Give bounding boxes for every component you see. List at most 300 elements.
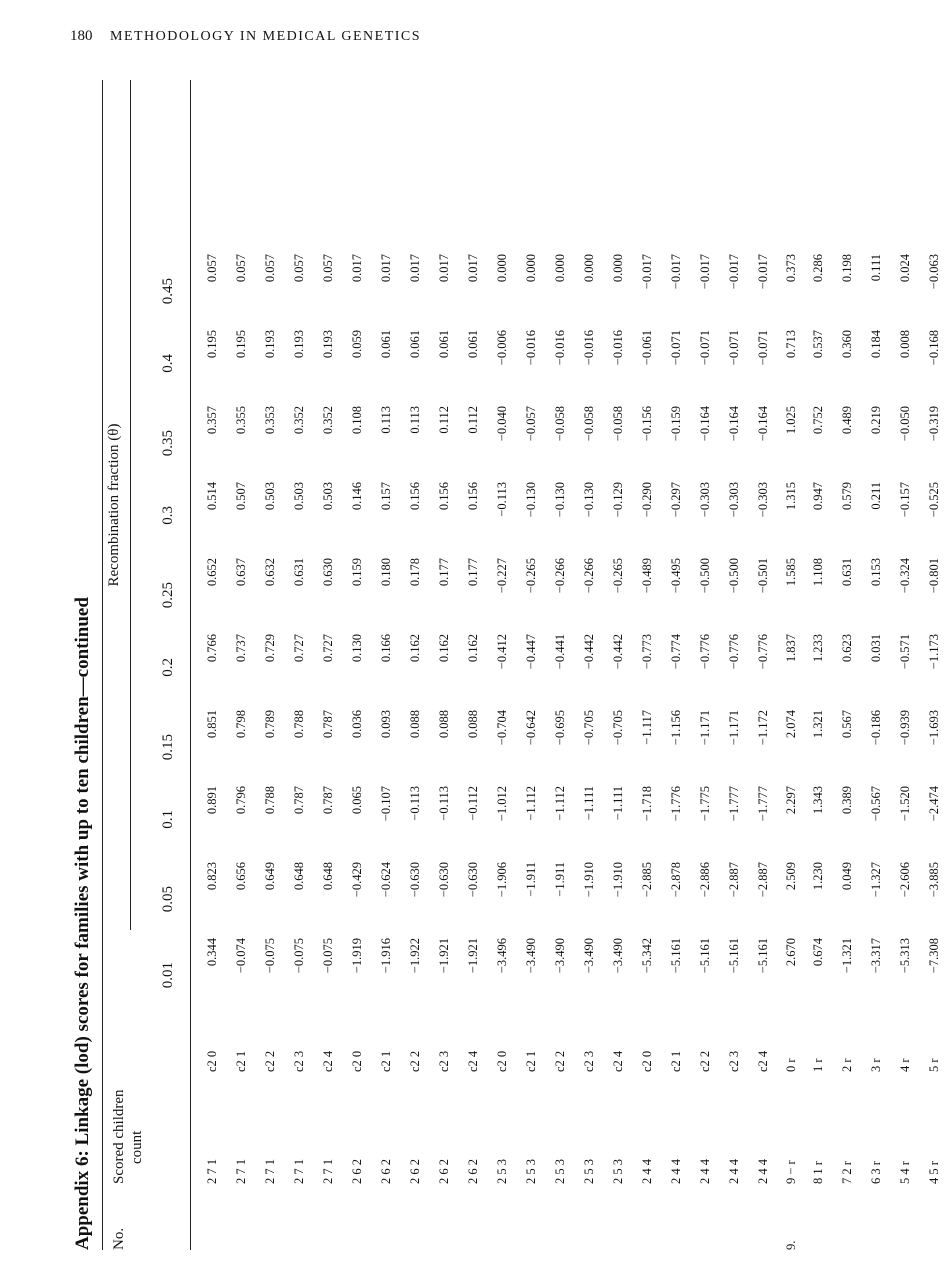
lod-value: 0.113 <box>379 406 393 434</box>
row-label: 1 r <box>811 1058 825 1072</box>
lod-value: 0.787 <box>292 786 306 815</box>
lod-value: −0.040 <box>495 406 509 442</box>
row-number <box>372 1192 401 1250</box>
lod-value: −5.161 <box>669 938 683 974</box>
lod-value: −0.016 <box>611 330 625 366</box>
theta-5: 0.25 <box>160 582 176 609</box>
lod-value: 0.177 <box>466 558 480 587</box>
col-scored-children <box>110 1089 146 1184</box>
lod-value: 0.788 <box>292 710 306 739</box>
lod-value: −0.266 <box>553 558 567 594</box>
lod-value: −1.012 <box>495 786 509 822</box>
lod-value: −0.063 <box>927 254 941 290</box>
lod-value: −0.159 <box>669 406 683 442</box>
scored-count: 2 7 1 <box>263 1159 277 1184</box>
lod-value: 0.036 <box>350 710 364 739</box>
lod-value: −0.130 <box>582 482 596 518</box>
lod-value: 0.648 <box>292 862 306 891</box>
lod-value: −0.704 <box>495 710 509 746</box>
lod-value: −0.071 <box>756 330 770 366</box>
lod-value: −0.447 <box>524 634 538 670</box>
lod-value: −0.129 <box>611 482 625 518</box>
theta-7: 0.35 <box>160 430 176 457</box>
lod-value: −3.490 <box>611 938 625 974</box>
row-label: c2 2 <box>263 1050 277 1072</box>
lod-value: −1.906 <box>495 862 509 898</box>
scored-count: 2 5 3 <box>611 1159 625 1184</box>
lod-value: 1.837 <box>783 634 798 663</box>
lod-value: −3.317 <box>869 938 883 974</box>
lod-value: −0.642 <box>524 710 538 746</box>
lod-value: −1.520 <box>898 786 912 822</box>
lod-value: −0.157 <box>898 482 912 518</box>
table-title: Appendix 6: Linkage (lod) scores for families with up to ten children—continued <box>72 597 93 1250</box>
row-number <box>256 1192 285 1250</box>
scored-count: 2 7 1 <box>321 1159 335 1184</box>
lod-value: −1.173 <box>927 634 941 670</box>
table-row <box>720 254 749 1250</box>
table-row <box>575 254 604 1250</box>
table-row <box>430 254 459 1250</box>
row-label: c2 4 <box>466 1050 480 1072</box>
table-row <box>749 254 778 1250</box>
scored-count: 2 7 1 <box>205 1159 219 1184</box>
row-number <box>343 1192 372 1250</box>
lod-value: −0.164 <box>756 406 770 442</box>
lod-value: 0.156 <box>466 482 480 511</box>
lod-value: −0.113 <box>437 786 451 821</box>
lod-value: −1.321 <box>840 938 854 974</box>
row-label: c2 2 <box>408 1050 422 1072</box>
lod-value: −0.071 <box>698 330 712 366</box>
page-header <box>70 28 740 58</box>
lod-value: −1.776 <box>669 786 683 822</box>
lod-value: −0.290 <box>640 482 654 518</box>
lod-value: −0.107 <box>379 786 393 822</box>
lod-value: −0.265 <box>611 558 625 594</box>
row-number <box>833 1192 862 1250</box>
lod-value: −0.075 <box>321 938 335 974</box>
row-label: c2 3 <box>582 1050 596 1072</box>
lod-value: 0.017 <box>350 254 364 283</box>
lod-value: 0.000 <box>582 254 596 283</box>
lod-value: −0.164 <box>727 406 741 442</box>
scored-count: 9 − r <box>783 1160 798 1184</box>
row-number <box>285 1192 314 1250</box>
top-rule <box>102 80 103 1250</box>
table-row <box>862 254 891 1250</box>
scored-count: 2 7 1 <box>292 1159 306 1184</box>
row-number <box>804 1192 833 1250</box>
lod-value: −0.016 <box>524 330 538 366</box>
lod-value: −0.630 <box>466 862 480 898</box>
lod-value: 0.088 <box>466 710 480 739</box>
table-row <box>314 254 343 1250</box>
scored-count: 2 5 3 <box>582 1159 596 1184</box>
lod-value: 0.093 <box>379 710 393 739</box>
lod-value: 0.632 <box>263 558 277 587</box>
lod-value: −3.490 <box>582 938 596 974</box>
table-row <box>920 254 949 1250</box>
lod-value: 0.017 <box>408 254 422 283</box>
lod-value: 0.193 <box>321 330 335 359</box>
row-label: c2 1 <box>524 1050 538 1072</box>
row-label: c2 0 <box>495 1050 509 1072</box>
table-row <box>778 254 804 1250</box>
lod-value: 0.177 <box>437 558 451 587</box>
lod-value: 0.024 <box>898 254 912 283</box>
scored-count: 8 1 r <box>811 1161 825 1184</box>
row-label: 2 r <box>840 1058 854 1072</box>
theta-1: 0.05 <box>160 886 176 913</box>
lod-value: −0.442 <box>582 634 596 670</box>
lod-value: −1.172 <box>756 710 770 746</box>
lod-value: 0.579 <box>840 482 854 511</box>
lod-value: −0.016 <box>582 330 596 366</box>
lod-value: −1.921 <box>466 938 480 974</box>
lod-value: 0.219 <box>869 406 883 435</box>
table-row <box>891 254 920 1250</box>
lod-value: 1.233 <box>811 634 825 663</box>
row-number <box>662 1192 691 1250</box>
lod-value: 0.727 <box>321 634 335 663</box>
lod-value: 2.297 <box>783 786 798 815</box>
lod-value: −5.161 <box>727 938 741 974</box>
lod-value: −0.624 <box>379 862 393 898</box>
lod-value: 0.789 <box>263 710 277 739</box>
lod-value: 0.112 <box>466 406 480 434</box>
lod-value: 0.796 <box>234 786 248 815</box>
lod-value: −1.911 <box>524 862 538 897</box>
lod-value: −0.297 <box>669 482 683 518</box>
row-number: 9. <box>783 1240 798 1250</box>
lod-value: −2.886 <box>698 862 712 898</box>
lod-value: 0.352 <box>292 406 306 435</box>
lod-value: −2.885 <box>640 862 654 898</box>
lod-value: −0.773 <box>640 634 654 670</box>
lod-value: −0.939 <box>898 710 912 746</box>
row-label: c2 4 <box>611 1050 625 1072</box>
lod-value: −5.313 <box>898 938 912 974</box>
lod-value: 0.193 <box>292 330 306 359</box>
lod-value: −0.058 <box>582 406 596 442</box>
lod-value: −1.111 <box>582 786 596 821</box>
lod-value: −1.911 <box>553 862 567 897</box>
scored-count: 2 4 4 <box>727 1159 741 1184</box>
table-row <box>459 254 488 1250</box>
lod-value: 0.344 <box>205 938 219 967</box>
table-row <box>691 254 720 1250</box>
lod-value: 1.343 <box>811 786 825 815</box>
lod-value: −1.693 <box>927 710 941 746</box>
row-label: c2 3 <box>292 1050 306 1072</box>
scored-count: 4 5 r <box>927 1161 941 1184</box>
lod-value: 0.153 <box>869 558 883 587</box>
lod-value: −0.057 <box>524 406 538 442</box>
row-number <box>517 1192 546 1250</box>
lod-value: −0.130 <box>553 482 567 518</box>
row-label: c2 0 <box>350 1050 364 1072</box>
row-label: c2 1 <box>669 1050 683 1072</box>
lod-value: 0.823 <box>205 862 219 891</box>
lod-value: 0.111 <box>869 254 883 282</box>
lod-value: −1.921 <box>437 938 451 974</box>
lod-value: 2.670 <box>783 938 798 967</box>
lod-value: −0.071 <box>669 330 683 366</box>
row-label: c2 0 <box>205 1050 219 1072</box>
row-number <box>862 1192 891 1250</box>
scored-count: 2 5 3 <box>524 1159 538 1184</box>
lod-value: −1.117 <box>640 710 654 745</box>
row-label: c2 3 <box>727 1050 741 1072</box>
lod-value: −0.324 <box>898 558 912 594</box>
lod-value: −3.885 <box>927 862 941 898</box>
lod-value: −0.630 <box>408 862 422 898</box>
lod-value: 0.788 <box>263 786 277 815</box>
table-body <box>198 254 949 1250</box>
row-number <box>546 1192 575 1250</box>
lod-value: −0.705 <box>582 710 596 746</box>
table-row <box>662 254 691 1250</box>
lod-value: 0.146 <box>350 482 364 511</box>
lod-value: 0.623 <box>840 634 854 663</box>
lod-value: −1.718 <box>640 786 654 822</box>
lod-value: −2.474 <box>927 786 941 822</box>
lod-score-table <box>198 254 949 1250</box>
lod-value: 0.057 <box>205 254 219 283</box>
lod-value: 0.065 <box>350 786 364 815</box>
lod-value: −0.319 <box>927 406 941 442</box>
lod-value: 0.017 <box>379 254 393 283</box>
lod-value: 0.360 <box>840 330 854 359</box>
lod-value: 0.211 <box>869 482 883 510</box>
lod-value: −0.571 <box>898 634 912 670</box>
scored-count: 2 6 2 <box>350 1159 364 1184</box>
lod-value: 0.630 <box>321 558 335 587</box>
table-row <box>372 254 401 1250</box>
lod-value: 0.537 <box>811 330 825 359</box>
lod-value: 0.656 <box>234 862 248 891</box>
lod-value: 0.787 <box>321 786 335 815</box>
lod-value: 0.503 <box>263 482 277 511</box>
row-number <box>891 1192 920 1250</box>
scored-count: 2 6 2 <box>408 1159 422 1184</box>
lod-value: −0.058 <box>611 406 625 442</box>
row-label: c2 4 <box>321 1050 335 1072</box>
table-row <box>256 254 285 1250</box>
lod-value: 0.352 <box>321 406 335 435</box>
lod-value: −1.777 <box>727 786 741 822</box>
lod-value: −0.071 <box>727 330 741 366</box>
lod-value: 0.162 <box>437 634 451 663</box>
lod-value: 0.000 <box>611 254 625 283</box>
lod-value: 0.156 <box>437 482 451 511</box>
recombination-header: Recombination fraction (θ) <box>106 423 122 587</box>
table-row <box>833 254 862 1250</box>
row-label: 0 r <box>783 1058 798 1072</box>
lod-value: −0.017 <box>756 254 770 290</box>
lod-value: −5.161 <box>698 938 712 974</box>
lod-value: 0.752 <box>811 406 825 435</box>
lod-value: 1.315 <box>783 482 798 511</box>
lod-value: 0.631 <box>292 558 306 587</box>
lod-value: 0.891 <box>205 786 219 815</box>
lod-value: 0.061 <box>408 330 422 359</box>
lod-value: 0.178 <box>408 558 422 587</box>
lod-value: 0.729 <box>263 634 277 663</box>
scored-count: 2 6 2 <box>437 1159 451 1184</box>
lod-value: −0.776 <box>727 634 741 670</box>
scored-count: 2 4 4 <box>669 1159 683 1184</box>
row-number <box>633 1192 662 1250</box>
lod-value: −0.630 <box>437 862 451 898</box>
lod-value: 1.321 <box>811 710 825 739</box>
page-number: 180 <box>70 28 93 44</box>
row-label: c2 4 <box>756 1050 770 1072</box>
lod-value: 0.166 <box>379 634 393 663</box>
lod-value: 0.353 <box>263 406 277 435</box>
lod-value: 0.180 <box>379 558 393 587</box>
lod-value: 0.727 <box>292 634 306 663</box>
scored-count: 6 3 r <box>869 1161 883 1184</box>
lod-value: 0.031 <box>869 634 883 663</box>
lod-value: −1.112 <box>524 786 538 821</box>
lod-value: −0.266 <box>582 558 596 594</box>
rotated-table <box>72 80 941 1250</box>
lod-value: −0.113 <box>495 482 509 517</box>
lod-value: −1.156 <box>669 710 683 746</box>
lod-value: 0.157 <box>379 482 393 511</box>
lod-value: −2.887 <box>756 862 770 898</box>
lod-value: 0.567 <box>840 710 854 739</box>
lod-value: 0.737 <box>234 634 248 663</box>
lod-value: −0.006 <box>495 330 509 366</box>
lod-value: 0.156 <box>408 482 422 511</box>
row-number <box>691 1192 720 1250</box>
row-label: c2 2 <box>553 1050 567 1072</box>
lod-value: 0.057 <box>263 254 277 283</box>
lod-value: 0.851 <box>205 710 219 739</box>
lod-value: −0.017 <box>669 254 683 290</box>
lod-value: 0.631 <box>840 558 854 587</box>
lod-value: 0.162 <box>466 634 480 663</box>
lod-value: −3.490 <box>553 938 567 974</box>
lod-value: −5.161 <box>756 938 770 974</box>
lod-value: −0.776 <box>756 634 770 670</box>
lod-value: −2.878 <box>669 862 683 898</box>
scored-count: 2 7 1 <box>234 1159 248 1184</box>
lod-value: −0.186 <box>869 710 883 746</box>
lod-value: 0.286 <box>811 254 825 283</box>
header-bottom-rule <box>190 80 191 1250</box>
lod-value: 0.514 <box>205 482 219 511</box>
lod-value: 0.195 <box>234 330 248 359</box>
row-label: c2 2 <box>698 1050 712 1072</box>
lod-value: −0.164 <box>698 406 712 442</box>
lod-value: 1.025 <box>783 406 798 435</box>
lod-value: −0.112 <box>466 786 480 821</box>
row-label: c2 3 <box>437 1050 451 1072</box>
lod-value: 0.130 <box>350 634 364 663</box>
lod-value: −0.776 <box>698 634 712 670</box>
lod-value: −0.265 <box>524 558 538 594</box>
running-head: METHODOLOGY IN MEDICAL GENETICS <box>110 29 422 44</box>
lod-value: 0.112 <box>437 406 451 434</box>
row-label: c2 1 <box>234 1050 248 1072</box>
lod-value: −0.495 <box>669 558 683 594</box>
lod-value: 0.159 <box>350 558 364 587</box>
lod-value: −0.017 <box>640 254 654 290</box>
col-scored-children-line2: count <box>129 1130 145 1164</box>
table-row <box>401 254 430 1250</box>
lod-value: −1.910 <box>582 862 596 898</box>
lod-value: 1.585 <box>783 558 798 587</box>
lod-value: 0.088 <box>408 710 422 739</box>
lod-value: −0.429 <box>350 862 364 898</box>
lod-value: 2.509 <box>783 862 798 891</box>
lod-value: −0.303 <box>727 482 741 518</box>
lod-value: −1.327 <box>869 862 883 898</box>
lod-value: −1.171 <box>727 710 741 746</box>
lod-value: 0.113 <box>408 406 422 434</box>
theta-2: 0.1 <box>160 810 176 829</box>
scored-count: 5 4 r <box>898 1161 912 1184</box>
lod-value: 0.008 <box>898 330 912 359</box>
lod-value: −0.130 <box>524 482 538 518</box>
lod-value: −0.501 <box>756 558 770 594</box>
lod-value: −1.777 <box>756 786 770 822</box>
lod-value: −3.490 <box>524 938 538 974</box>
lod-value: 0.000 <box>553 254 567 283</box>
lod-value: 0.108 <box>350 406 364 435</box>
lod-value: 0.000 <box>495 254 509 283</box>
recombination-rule <box>130 80 131 930</box>
lod-value: 1.230 <box>811 862 825 891</box>
lod-value: −0.442 <box>611 634 625 670</box>
row-label: c2 0 <box>640 1050 654 1072</box>
lod-value: 0.061 <box>379 330 393 359</box>
lod-value: 0.017 <box>466 254 480 283</box>
table-row <box>633 254 662 1250</box>
lod-value: −1.916 <box>379 938 393 974</box>
row-number <box>401 1192 430 1250</box>
lod-value: 0.162 <box>408 634 422 663</box>
lod-value: 0.713 <box>783 330 798 359</box>
lod-value: −0.017 <box>727 254 741 290</box>
lod-value: −0.074 <box>234 938 248 974</box>
lod-value: 0.057 <box>321 254 335 283</box>
row-number <box>488 1192 517 1250</box>
lod-value: 0.489 <box>840 406 854 435</box>
lod-value: 0.649 <box>263 862 277 891</box>
theta-0: 0.01 <box>160 962 176 989</box>
row-number <box>720 1192 749 1250</box>
lod-value: 0.373 <box>783 254 798 283</box>
lod-value: −0.774 <box>669 634 683 670</box>
row-number <box>749 1192 778 1250</box>
lod-value: −0.412 <box>495 634 509 670</box>
lod-value: −1.111 <box>611 786 625 821</box>
table-row <box>517 254 546 1250</box>
lod-value: −7.308 <box>927 938 941 974</box>
row-label: 3 r <box>869 1058 883 1072</box>
lod-value: 0.057 <box>292 254 306 283</box>
scored-count: 7 2 r <box>840 1161 854 1184</box>
scored-count: 2 5 3 <box>495 1159 509 1184</box>
lod-value: −0.017 <box>698 254 712 290</box>
theta-8: 0.4 <box>160 354 176 373</box>
lod-value: 0.648 <box>321 862 335 891</box>
